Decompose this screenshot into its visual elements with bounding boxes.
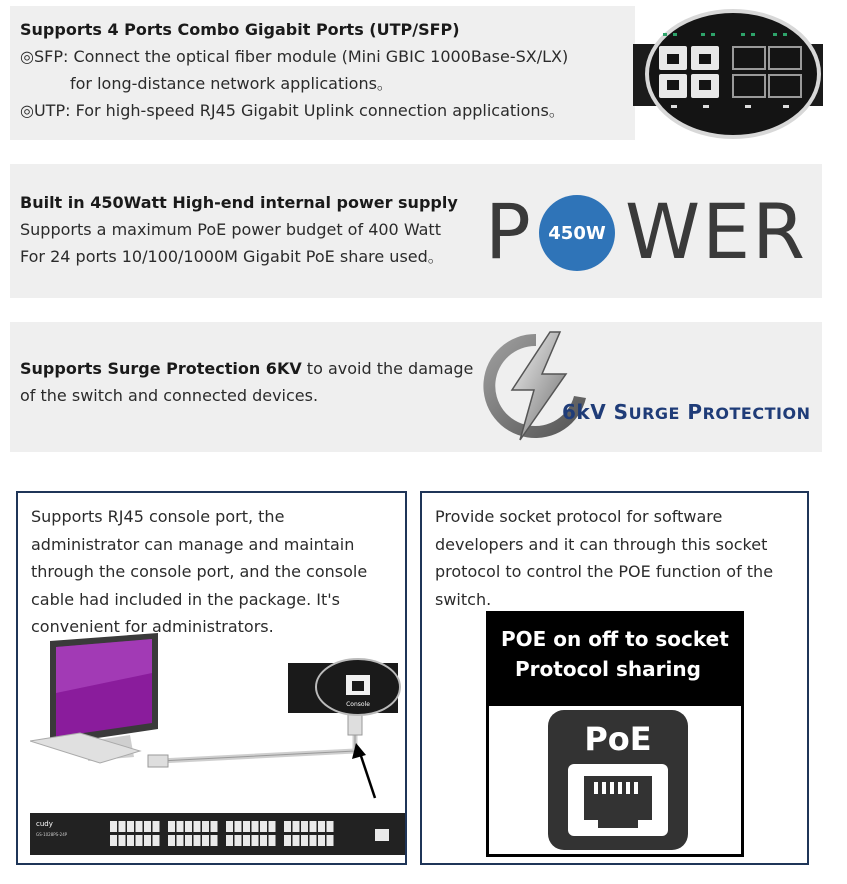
switch-port xyxy=(127,835,134,846)
switch-port xyxy=(293,821,300,832)
console-line: convenient for administrators. xyxy=(31,617,274,636)
console-line: administrator can manage and maintain xyxy=(31,534,355,554)
console-line: cable had included in the package. It's xyxy=(31,589,340,609)
poe-label: PoE xyxy=(584,720,652,758)
switch-port xyxy=(127,821,134,832)
console-box xyxy=(16,491,407,865)
switch-port xyxy=(177,835,184,846)
surge-line-1: to avoid the damage xyxy=(301,359,474,378)
switch-port xyxy=(202,821,209,832)
switch-port xyxy=(318,821,325,832)
surge-line-2: of the switch and connected devices. xyxy=(20,386,319,405)
switch-port xyxy=(110,821,117,832)
socket-line: protocol to control the POE function of the xyxy=(435,562,774,581)
poe-card-header xyxy=(489,614,741,706)
power-badge: 450W xyxy=(539,195,615,271)
power-line-2: For 24 ports 10/100/1000M Gigabit PoE share used。 xyxy=(20,247,444,266)
switch-port xyxy=(211,821,218,832)
console-line: Supports RJ45 console port, the xyxy=(31,507,285,526)
socket-box xyxy=(420,491,809,865)
sfp-line-2: for long-distance network applications。 xyxy=(70,74,393,93)
switch-port xyxy=(327,821,334,832)
poe-icon xyxy=(548,710,688,850)
poe-card-line-1: POE on off to socket xyxy=(501,627,729,651)
switch-model: GS-1028PS-24P xyxy=(36,832,68,837)
switch-port xyxy=(194,821,201,832)
switch-port xyxy=(243,835,250,846)
sfp-line: ◎SFP: Connect the optical fiber module (Mini GBIC 1000Base-SX/LX) xyxy=(20,47,569,66)
power-logo-wer: WER xyxy=(625,187,807,276)
utp-line: ◎UTP: For high-speed RJ45 Gigabit Uplink connection applications。 xyxy=(20,101,565,120)
power-title: Built in 450Watt High-end internal power supply xyxy=(20,193,458,212)
switch-port xyxy=(185,835,192,846)
socket-line: switch. xyxy=(435,589,492,609)
switch-port xyxy=(153,821,160,832)
combo-port-image xyxy=(633,6,823,140)
console-line: through the console port, and the console xyxy=(31,562,368,581)
surge-title: Supports Surge Protection 6KV xyxy=(20,359,302,378)
switch-port xyxy=(235,821,242,832)
lightning-icon xyxy=(474,328,604,448)
switch-port xyxy=(119,821,126,832)
power-text xyxy=(20,189,458,270)
switch-port xyxy=(293,835,300,846)
surge-panel xyxy=(10,322,822,452)
switch-port xyxy=(119,835,126,846)
switch-port xyxy=(226,821,233,832)
switch-port xyxy=(168,821,175,832)
switch-port xyxy=(168,835,175,846)
console-text xyxy=(31,503,367,641)
switch-port xyxy=(310,821,317,832)
socket-text xyxy=(435,503,773,613)
switch-port xyxy=(194,835,201,846)
power-logo-p: P xyxy=(485,187,533,276)
switch-port xyxy=(310,835,317,846)
switch-port xyxy=(260,821,267,832)
switch-port xyxy=(260,835,267,846)
socket-line: Provide socket protocol for software xyxy=(435,507,723,526)
poe-card-line-2: Protocol sharing xyxy=(515,657,701,681)
console-connection-image xyxy=(30,633,405,863)
switch-port xyxy=(235,835,242,846)
combo-ports-title: Supports 4 Ports Combo Gigabit Ports (UTP/SFP) xyxy=(20,20,460,39)
switch-port xyxy=(243,821,250,832)
switch-port xyxy=(284,835,291,846)
switch-port xyxy=(177,821,184,832)
surge-logo-text: 6kV SURGE PROTECTION xyxy=(562,400,811,424)
console-port-label: Console xyxy=(346,701,370,708)
switch-port xyxy=(284,821,291,832)
monitor-icon xyxy=(30,633,158,763)
poe-socket-card xyxy=(486,611,744,857)
switch-port xyxy=(327,835,334,846)
switch-port xyxy=(252,835,259,846)
switch-port xyxy=(318,835,325,846)
switch-port xyxy=(269,835,276,846)
socket-line: developers and it can through this socket xyxy=(435,534,768,554)
switch-port xyxy=(269,821,276,832)
switch-port xyxy=(153,835,160,846)
power-logo xyxy=(485,187,815,276)
switch-port xyxy=(136,821,143,832)
switch-port xyxy=(301,835,308,846)
switch-brand: cudy xyxy=(36,820,53,828)
switch-port xyxy=(252,821,259,832)
switch-port xyxy=(144,821,151,832)
power-line-1: Supports a maximum PoE power budget of 400 Watt xyxy=(20,220,441,239)
surge-text xyxy=(20,355,473,409)
switch-port xyxy=(185,821,192,832)
combo-ports-panel xyxy=(10,6,635,140)
switch-port xyxy=(110,835,117,846)
combo-ports-text xyxy=(20,16,568,124)
switch-port xyxy=(226,835,233,846)
switch-port xyxy=(301,821,308,832)
switch-port xyxy=(144,835,151,846)
switch-port xyxy=(202,835,209,846)
switch-port xyxy=(136,835,143,846)
switch-port xyxy=(211,835,218,846)
